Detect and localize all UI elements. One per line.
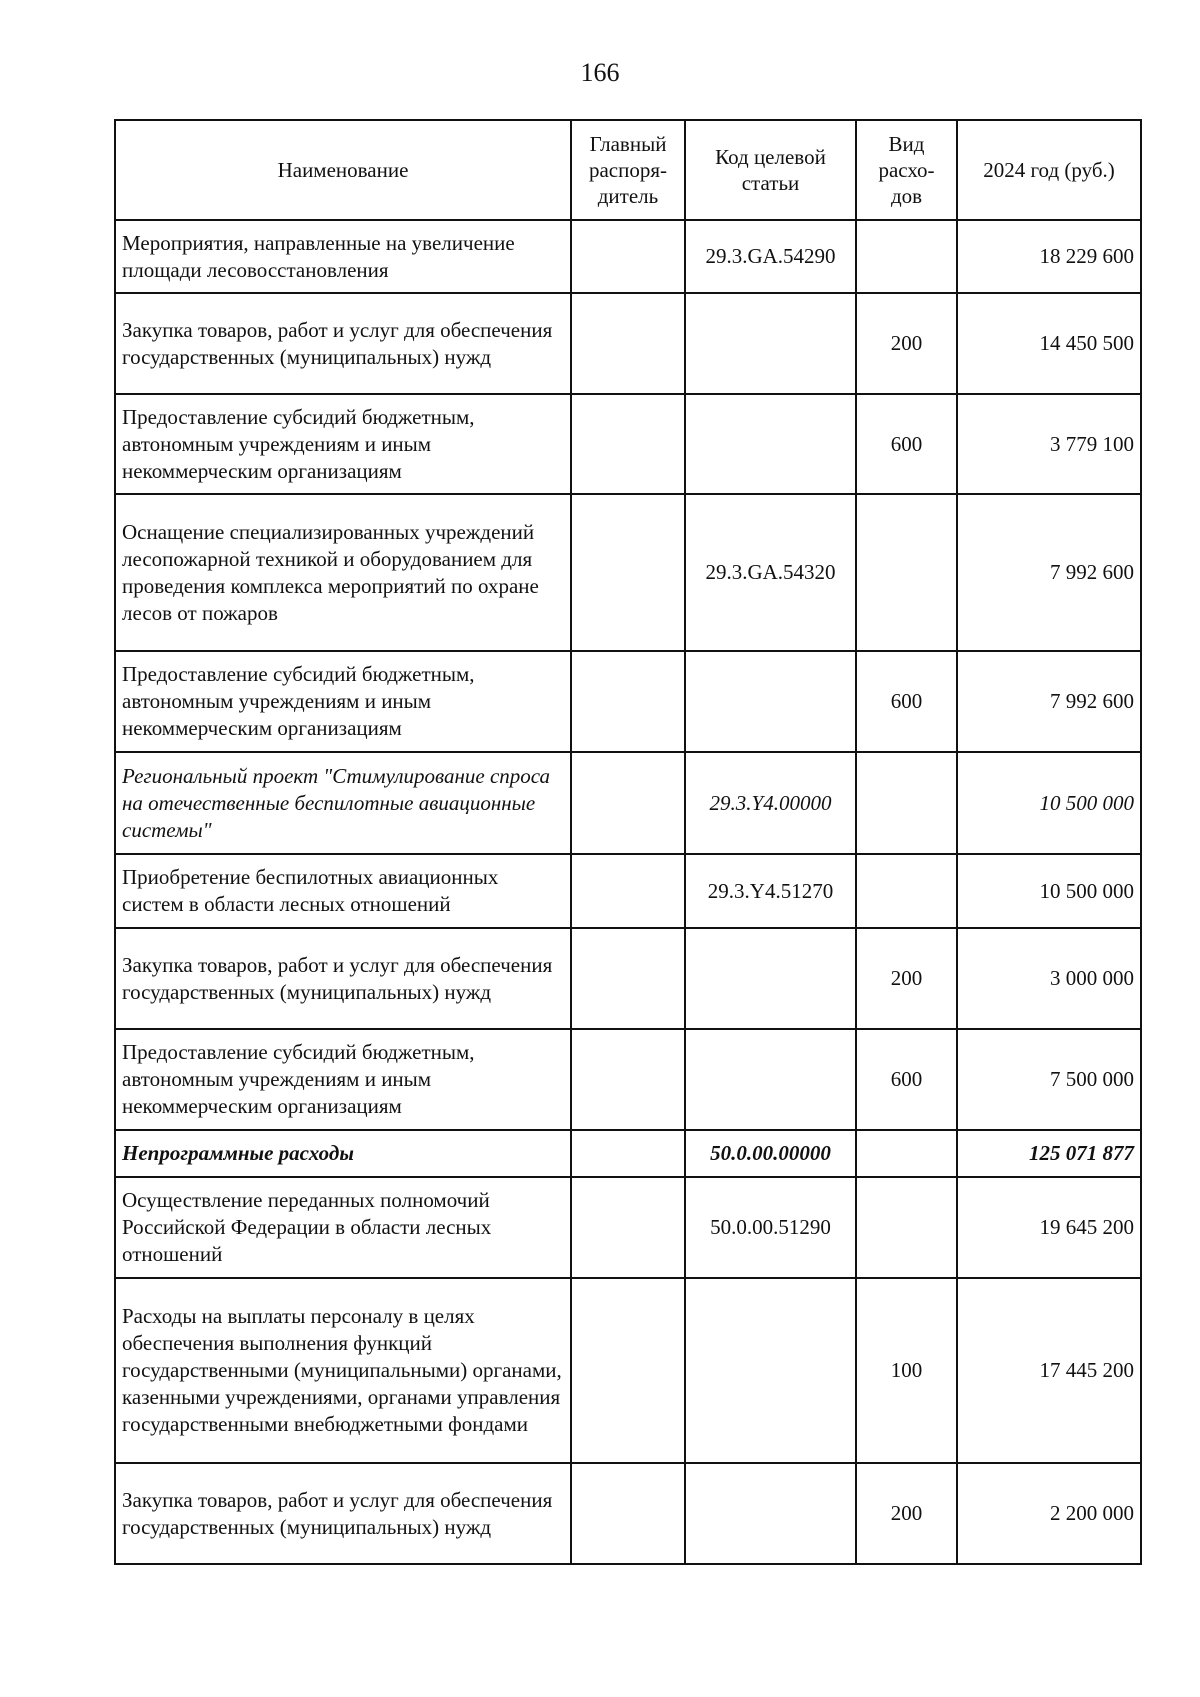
row-name: Оснащение специализированных учреждений лесопожарной техникой и оборудованием для проведения комплекса мероприятий по охране лесов от пожаров [115,494,571,651]
row-sum: 3 000 000 [957,928,1141,1029]
row-name: Предоставление субсидий бюджетным, автономным учреждениям и иным некоммерческим организациям [115,394,571,494]
row-sum: 18 229 600 [957,220,1141,293]
row-grbs [571,1029,685,1130]
row-name: Закупка товаров, работ и услуг для обеспечения государственных (муниципальных) нужд [115,928,571,1029]
row-sum: 7 500 000 [957,1029,1141,1130]
row-sum: 7 992 600 [957,651,1141,752]
row-code: 29.3.GA.54290 [685,220,856,293]
row-grbs [571,1177,685,1278]
row-grbs [571,651,685,752]
header-vid: Вид расхо-дов [856,120,957,220]
row-sum: 17 445 200 [957,1278,1141,1463]
table-header-row [115,120,1141,220]
row-grbs [571,1463,685,1564]
row-vid: 200 [856,1463,957,1564]
header-name: Наименование [115,120,571,220]
row-code [685,1463,856,1564]
row-vid [856,1177,957,1278]
row-code: 29.3.Y4.00000 [685,752,856,854]
row-vid [856,752,957,854]
header-code: Код целевой статьи [685,120,856,220]
row-code: 50.0.00.51290 [685,1177,856,1278]
row-vid [856,494,957,651]
table-row [115,394,1141,494]
row-name: Мероприятия, направленные на увеличение площади лесовосстановления [115,220,571,293]
row-name: Непрограммные расходы [115,1130,571,1177]
budget-table [114,119,1142,1565]
header-grbs: Главный распоря-дитель [571,120,685,220]
table-body [115,220,1141,1564]
row-code [685,1029,856,1130]
table-row [115,854,1141,928]
table-row [115,752,1141,854]
row-vid: 600 [856,1029,957,1130]
table-row [115,928,1141,1029]
table-row [115,651,1141,752]
row-grbs [571,394,685,494]
row-sum: 19 645 200 [957,1177,1141,1278]
row-code [685,394,856,494]
row-sum: 10 500 000 [957,854,1141,928]
page-number: 166 [580,58,620,87]
table-row [115,1177,1141,1278]
row-code: 29.3.GA.54320 [685,494,856,651]
row-vid [856,1130,957,1177]
row-sum: 2 200 000 [957,1463,1141,1564]
row-grbs [571,220,685,293]
row-sum: 125 071 877 [957,1130,1141,1177]
row-code: 50.0.00.00000 [685,1130,856,1177]
row-vid: 600 [856,651,957,752]
row-vid: 200 [856,293,957,394]
row-name: Закупка товаров, работ и услуг для обеспечения государственных (муниципальных) нужд [115,293,571,394]
row-vid: 600 [856,394,957,494]
row-grbs [571,1278,685,1463]
row-name: Приобретение беспилотных авиационных систем в области лесных отношений [115,854,571,928]
row-sum: 14 450 500 [957,293,1141,394]
header-sum: 2024 год (руб.) [957,120,1141,220]
row-grbs [571,854,685,928]
row-sum: 3 779 100 [957,394,1141,494]
row-grbs [571,928,685,1029]
table-row [115,494,1141,651]
row-grbs [571,752,685,854]
row-code [685,651,856,752]
table-row [115,1029,1141,1130]
row-name: Закупка товаров, работ и услуг для обеспечения государственных (муниципальных) нужд [115,1463,571,1564]
row-code [685,1278,856,1463]
table-row [115,1463,1141,1564]
row-sum: 7 992 600 [957,494,1141,651]
table-row [115,1130,1141,1177]
row-code [685,293,856,394]
table-row [115,293,1141,394]
table-row [115,1278,1141,1463]
row-grbs [571,1130,685,1177]
row-code [685,928,856,1029]
row-name: Расходы на выплаты персоналу в целях обеспечения выполнения функций государственными (муниципальными) органами, казенными учреждениями, органами управления государственными внебюджетными фондами [115,1278,571,1463]
row-name: Региональный проект "Стимулирование спроса на отечественные беспилотные авиационные системы" [115,752,571,854]
row-vid [856,220,957,293]
row-vid [856,854,957,928]
row-name: Предоставление субсидий бюджетным, автономным учреждениям и иным некоммерческим организациям [115,1029,571,1130]
row-name: Осуществление переданных полномочий Российской Федерации в области лесных отношений [115,1177,571,1278]
row-code: 29.3.Y4.51270 [685,854,856,928]
table-row [115,220,1141,293]
row-sum: 10 500 000 [957,752,1141,854]
row-grbs [571,293,685,394]
row-grbs [571,494,685,651]
row-name: Предоставление субсидий бюджетным, автономным учреждениям и иным некоммерческим организациям [115,651,571,752]
row-vid: 100 [856,1278,957,1463]
row-vid: 200 [856,928,957,1029]
